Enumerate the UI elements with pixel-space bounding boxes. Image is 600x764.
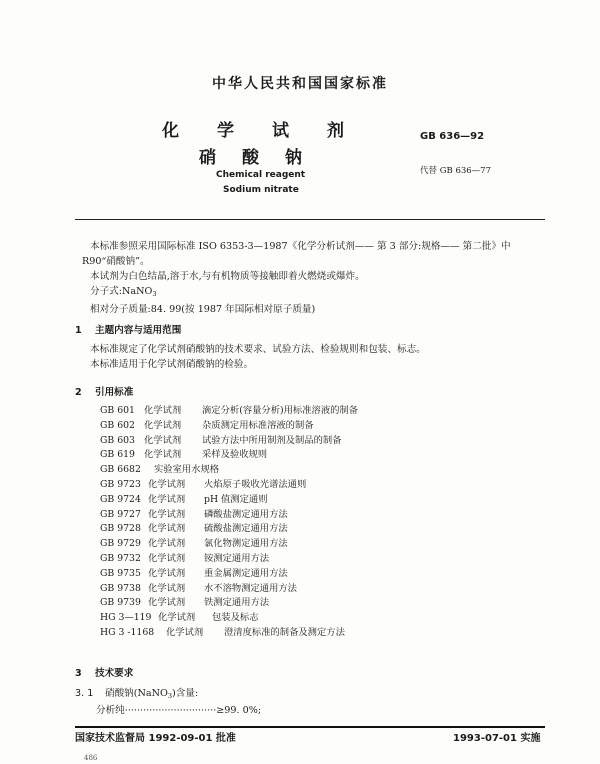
ref-title: 采样及验收规则 <box>202 449 268 461</box>
section1-title: 主题内容与适用范围 <box>95 325 182 336</box>
ref-category: 化学试剂 <box>144 449 182 461</box>
issue-approval: 国家技术监督局 1992-09-01 批准 <box>75 733 236 744</box>
ref-code: HG 3 -1168 <box>100 626 155 638</box>
ref-code: GB 9723 <box>100 478 141 490</box>
ref-code: HG 3—119 <box>100 612 152 624</box>
section3-title: 技术要求 <box>95 668 134 679</box>
ref-code: GB 9727 <box>100 508 141 520</box>
ref-title: 试验方法中所用制剂及制品的制备 <box>202 434 342 446</box>
reference-row <box>100 478 358 493</box>
section2-heading <box>75 384 133 398</box>
section1-body <box>90 342 426 372</box>
standard-number: GB 636—92 <box>420 131 485 142</box>
ref-code: GB 9724 <box>100 493 141 505</box>
section2-number: 2 <box>75 387 82 398</box>
ref-category: 化学试剂 <box>148 478 186 490</box>
ref-code: GB 9729 <box>100 538 141 550</box>
ref-code: GB 9735 <box>100 567 141 579</box>
intro-line2: R90“硝酸钠”。 <box>82 256 150 267</box>
ref-title: 滴定分析(容量分析)用标准溶液的制备 <box>202 405 359 416</box>
referenced-standards-list <box>100 404 358 641</box>
molecular-formula <box>82 284 542 302</box>
intro-block <box>82 239 542 317</box>
ref-title: 火焰原子吸收光谱法通则 <box>204 478 307 490</box>
reference-row <box>100 419 358 434</box>
reference-row <box>100 448 358 463</box>
formula-label: 分子式:NaNO <box>90 286 153 297</box>
title-english-line1: Chemical reagent <box>216 170 306 180</box>
ref-category: 化学试剂 <box>148 538 186 550</box>
ref-code: GB 602 <box>100 419 135 431</box>
subsection-text-a: 硝酸钠(NaNO <box>105 688 168 699</box>
purity-requirement: 分析纯······························≥99. 0%; <box>96 705 262 716</box>
section1-line1: 本标准规定了化学试剂硝酸钠的技术要求、试验方法、检验规则和包装、标志。 <box>90 344 426 355</box>
intro-line3: 本试剂为白色结晶,溶于水,与有机物质等接触即着火燃烧或爆炸。 <box>90 271 365 282</box>
ref-title: 铁测定通用方法 <box>204 597 270 609</box>
ref-code: GB 9739 <box>100 597 141 609</box>
ref-category: 化学试剂 <box>148 582 186 594</box>
reference-row <box>100 552 358 567</box>
section1-heading <box>75 322 181 336</box>
reference-row <box>100 567 358 582</box>
ref-category: 化学试剂 <box>158 612 196 624</box>
ref-code: GB 601 <box>100 405 135 416</box>
ref-title: 水不溶物测定通用方法 <box>204 582 297 594</box>
ref-title: 杂质测定用标准溶液的制备 <box>202 419 314 431</box>
effective-date: 1993-07-01 实施 <box>453 733 541 744</box>
formula-subscript: 3 <box>152 290 157 298</box>
reference-row <box>100 522 358 537</box>
ref-code: GB 619 <box>100 449 135 461</box>
ref-category: 化学试剂 <box>148 597 186 609</box>
ref-title: 澄清度标准的制备及测定方法 <box>224 626 345 638</box>
ref-code: GB 6682 <box>100 464 141 476</box>
ref-category: 化学试剂 <box>148 552 186 564</box>
reference-row <box>100 463 358 478</box>
section3-number: 3 <box>75 668 82 679</box>
reference-row <box>100 611 358 626</box>
ref-code: GB 9732 <box>100 552 141 564</box>
reference-row <box>100 537 358 552</box>
reference-row <box>100 596 358 611</box>
subsection-subscript: 3 <box>167 692 173 700</box>
ref-title: 重金属测定通用方法 <box>204 567 288 579</box>
ref-title: pH 值测定通则 <box>204 493 268 505</box>
ref-title: 包装及标志 <box>212 612 259 624</box>
ref-code: GB 9728 <box>100 523 141 535</box>
section3-heading <box>75 665 133 679</box>
ref-category: 化学试剂 <box>148 567 186 579</box>
subsection-number: 3. 1 <box>75 688 94 699</box>
section2-title: 引用标准 <box>95 387 134 398</box>
footer-divider <box>75 726 545 728</box>
section1-line2: 本标准适用于化学试剂硝酸钠的检验。 <box>90 359 254 370</box>
ref-category: 化学试剂 <box>148 523 186 535</box>
ref-title: 铵测定通用方法 <box>204 552 270 564</box>
title-chinese-line2: 硝酸钠 <box>199 148 328 168</box>
ref-code: GB 603 <box>100 434 135 446</box>
ref-title: 硫酸盐测定通用方法 <box>204 523 288 535</box>
section1-number: 1 <box>75 325 82 336</box>
title-chinese-line1: 化学试剂 <box>162 121 382 141</box>
reference-row <box>100 626 358 641</box>
ref-code: GB 9738 <box>100 582 141 594</box>
national-standard-heading: 中华人民共和国国家标准 <box>212 76 388 92</box>
ref-category: 化学试剂 <box>148 508 186 520</box>
header-divider <box>75 219 545 220</box>
reference-row <box>100 582 358 597</box>
intro-line1: 本标准参照采用国际标准 ISO 6353-3—1987《化学分析试剂—— 第 3 部分:规格—— 第二批》中 <box>90 241 511 252</box>
replaces-standard: 代替 GB 636—77 <box>420 166 491 176</box>
ref-category: 化学试剂 <box>144 419 182 431</box>
ref-title: 实验室用水规格 <box>154 464 220 476</box>
reference-row <box>100 434 358 449</box>
ref-title: 磷酸盐测定通用方法 <box>204 508 288 520</box>
ref-category: 化学试剂 <box>148 493 186 505</box>
ref-title: 氯化物测定通用方法 <box>204 538 288 550</box>
subsection-text-b: )含量: <box>172 688 199 699</box>
reference-row <box>100 508 358 523</box>
reference-row <box>100 493 358 508</box>
subsection-3-1 <box>75 686 198 704</box>
ref-category: 化学试剂 <box>144 405 182 416</box>
title-english-line2: Sodium nitrate <box>223 185 299 195</box>
page-number: 486 <box>84 754 98 762</box>
molecular-mass: 相对分子质量:84. 99(按 1987 年国际相对原子质量) <box>90 304 316 315</box>
reference-row <box>100 404 358 419</box>
ref-category: 化学试剂 <box>144 434 182 446</box>
ref-category: 化学试剂 <box>166 626 204 638</box>
